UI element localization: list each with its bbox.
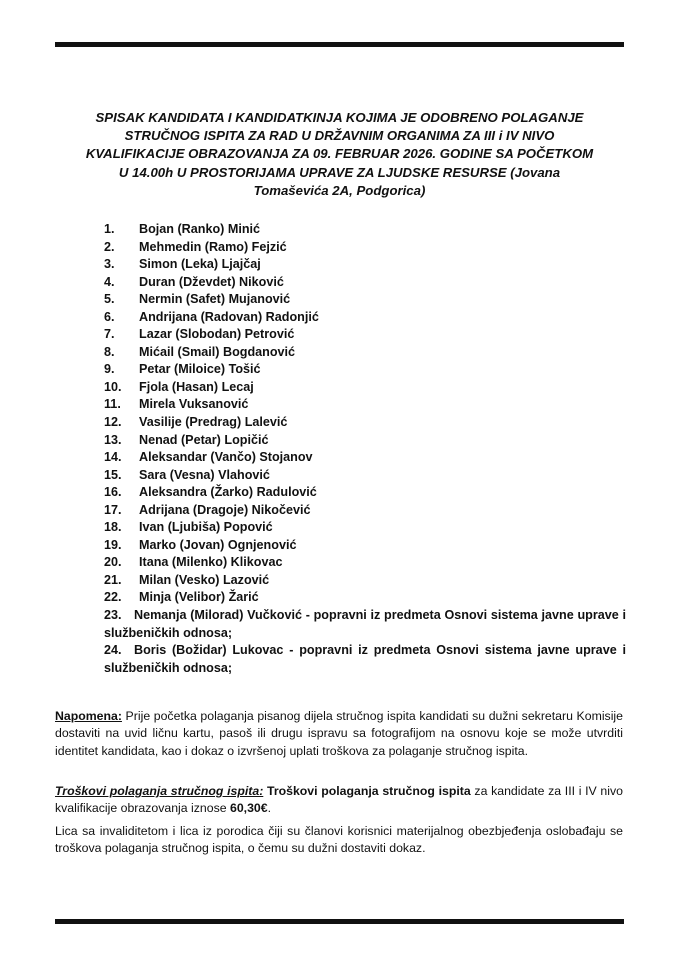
title-line-1: SPISAK KANDIDATA I KANDIDATKINJA KOJIMA JE ODOBRENO POLAGANJE: [95, 110, 584, 125]
item-number: 6.: [104, 309, 115, 324]
candidate-name: Adrijana (Dragoje) Nikočević: [139, 502, 311, 517]
item-number: 5.: [104, 292, 115, 307]
candidate-name: Fjola (Hasan) Lecaj: [139, 379, 254, 394]
candidate-name: Minja (Velibor) Žarić: [139, 590, 259, 605]
item-number: 17.: [104, 502, 122, 517]
document-title: [55, 109, 624, 200]
list-item: [104, 221, 626, 239]
costs-end: .: [267, 801, 272, 816]
candidate-note-text: Boris (Božidar) Lukovac - popravni iz predmeta Osnovi sistema javne uprave i službeničkih odnosa;: [104, 643, 626, 675]
bottom-rule: [55, 919, 624, 924]
candidate-name: Aleksandar (Vančo) Stojanov: [139, 450, 313, 465]
item-number: 1.: [104, 222, 115, 236]
item-number: 14.: [104, 450, 122, 465]
list-item-with-note: [104, 607, 626, 642]
item-number: 2.: [104, 239, 115, 254]
list-item: [104, 291, 626, 309]
candidate-name: Aleksandra (Žarko) Radulović: [139, 485, 317, 500]
item-number: 15.: [104, 467, 122, 482]
note-paragraph: [55, 708, 623, 760]
candidate-note-text: Nemanja (Milorad) Vučković - popravni iz predmeta Osnovi sistema javne uprave i službeničkih odnosa;: [104, 608, 626, 640]
candidate-name: Mehmedin (Ramo) Fejzić: [139, 239, 287, 254]
list-item: [104, 467, 626, 485]
list-item-with-note: [104, 642, 626, 677]
title-line-3: KVALIFIKACIJE OBRAZOVANJA ZA 09. FEBRUAR 2026. GODINE SA POČETKOM: [85, 146, 594, 162]
costs-bold-lead: Troškovi polaganja stručnog ispita: [263, 784, 471, 798]
title-line-5: Tomaševića 2A, Podgorica): [253, 182, 426, 198]
item-number: 9.: [104, 362, 115, 377]
candidate-name: Duran (Dževdet) Niković: [139, 274, 284, 289]
candidate-name: Petar (Miloice) Tošić: [139, 362, 261, 377]
list-item: [104, 274, 626, 292]
costs-paragraph: [55, 783, 623, 818]
list-item: [104, 379, 626, 397]
item-number: 8.: [104, 344, 115, 359]
item-number: 24.: [104, 643, 122, 658]
candidate-name: Sara (Vesna) Vlahović: [139, 467, 270, 482]
list-item: [104, 449, 626, 467]
costs-label: Troškovi polaganja stručnog ispita:: [55, 784, 264, 798]
candidate-name: Nenad (Petar) Lopičić: [139, 432, 269, 447]
item-number: 11.: [104, 397, 121, 412]
list-item: [104, 239, 626, 257]
candidate-name: Itana (Milenko) Klikovac: [139, 555, 283, 570]
list-item: [104, 414, 626, 432]
item-number: 4.: [104, 274, 115, 289]
candidate-name: Ivan (Ljubiša) Popović: [139, 520, 273, 535]
item-number: 16.: [104, 485, 122, 500]
note-label: Napomena:: [55, 709, 122, 723]
item-number: 13.: [104, 432, 122, 447]
candidate-name: Andrijana (Radovan) Radonjić: [139, 309, 319, 324]
candidate-list: [104, 221, 626, 677]
item-number: 23.: [104, 608, 122, 623]
list-item: [104, 361, 626, 379]
list-item: [104, 589, 626, 607]
item-number: 22.: [104, 590, 122, 605]
title-line-4: U 14.00h U PROSTORIJAMA UPRAVE ZA LJUDSKE RESURSE (Jovana: [118, 164, 561, 180]
note-text: Prije početka polaganja pisanog dijela stručnog ispita kandidati su dužni sekretaru Komisije dostaviti na uvid ličnu kartu, pasoš ili drugu ispravu sa fotografijom na osnovu koje se može utvrditi identitet kandidata, kao i dokaz o izvršenoj uplati troškova za polaganje stručnog ispita.: [55, 709, 623, 758]
candidate-name: Milan (Vesko) Lazović: [139, 572, 270, 587]
candidate-name: Simon (Leka) Ljajčaj: [139, 257, 261, 272]
list-item: [104, 484, 626, 502]
list-item: [104, 537, 626, 555]
list-item: [104, 572, 626, 590]
item-number: 10.: [104, 379, 122, 394]
exemption-paragraph: Lica sa invaliditetom i lica iz porodica čiji su članovi korisnici materijalnog obezbjeđenja oslobađaju se troškova polaganja stručnog ispita, o čemu su dužni dostaviti dokaz.: [55, 824, 623, 856]
item-number: 21.: [104, 572, 122, 587]
item-number: 12.: [104, 415, 122, 430]
candidate-name: Lazar (Slobodan) Petrović: [139, 327, 295, 342]
candidate-name: Marko (Jovan) Ognjenović: [139, 537, 297, 552]
list-item: [104, 309, 626, 327]
candidate-name: Mirela Vuksanović: [139, 397, 249, 412]
list-item: [104, 519, 626, 537]
list-item: [104, 344, 626, 362]
list-item: [104, 256, 626, 274]
title-line-2: STRUČNOG ISPITA ZA RAD U DRŽAVNIM ORGANIMA ZA III i IV NIVO: [124, 128, 555, 144]
candidate-name: Mićail (Smail) Bogdanović: [139, 344, 296, 359]
item-number: 7.: [104, 327, 115, 342]
costs-text: za kandidate za III i IV nivo kvalifikacije obrazovanja iznose: [55, 784, 623, 816]
list-item: [104, 396, 626, 414]
list-item: [104, 554, 626, 572]
top-rule: [55, 42, 624, 47]
list-item: [104, 432, 626, 450]
item-number: 18.: [104, 520, 122, 535]
item-number: 3.: [104, 257, 115, 272]
item-number: 20.: [104, 555, 122, 570]
candidate-name: Bojan (Ranko) Minić: [139, 222, 261, 236]
candidate-name: Nermin (Safet) Mujanović: [139, 292, 291, 307]
candidate-name: Vasilije (Predrag) Lalević: [139, 415, 288, 430]
list-item: [104, 326, 626, 344]
list-item: [104, 502, 626, 520]
item-number: 19.: [104, 537, 122, 552]
costs-amount: 60,30€: [229, 801, 268, 816]
